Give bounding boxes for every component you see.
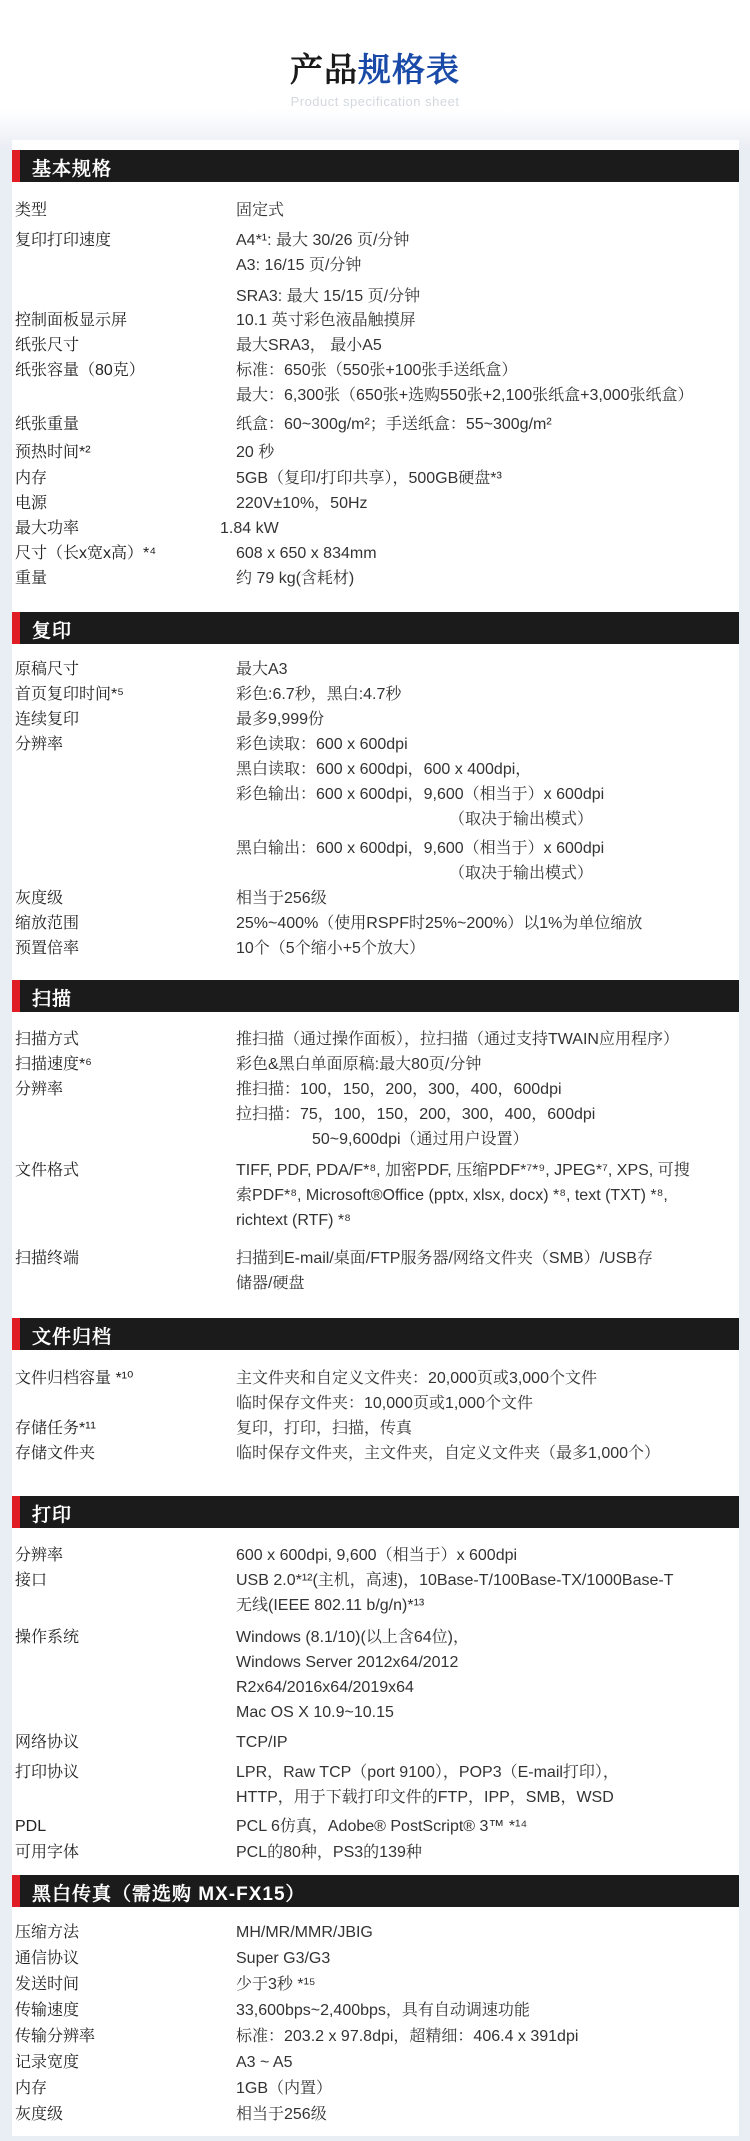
spec-value: 最多9,999份 <box>236 711 325 728</box>
spec-label: 文件格式 <box>15 1162 80 1179</box>
spec-label: 存储任务*¹¹ <box>15 1420 96 1437</box>
spec-value: 复印，打印，扫描，传真 <box>236 1420 413 1437</box>
spec-card <box>12 140 739 2136</box>
spec-label: 控制面板显示屏 <box>15 312 128 329</box>
spec-value: 固定式 <box>236 202 285 219</box>
page-subtitle: Product specification sheet <box>290 94 460 109</box>
spec-value: 彩色读取：600 x 600dpi 黑白读取：600 x 600dpi，600 x 400dpi， 彩色输出：600 x 600dpi，9,600（相当于）x 600dpi （取决于输出模式） 黑白输出：600 x 600dpi，9,600（相当于）x 600dpi （取决于输出模式） <box>236 736 605 882</box>
spec-label: 通信协议 <box>15 1950 80 1967</box>
spec-value: USB 2.0*¹²(主机，高速)，10Base-T/100Base-TX/1000Base-T 无线(IEEE 802.11 b/g/n)*¹³ <box>236 1572 674 1614</box>
section-title: 打印 <box>32 1505 73 1526</box>
title-part-1: 产品 <box>290 51 358 88</box>
spec-label: 灰度级 <box>15 2106 64 2123</box>
spec-label: 连续复印 <box>15 711 80 728</box>
page-title <box>0 44 750 91</box>
spec-value: 608 x 650 x 834mm <box>236 545 377 562</box>
spec-label: 分辨率 <box>15 1081 64 1098</box>
section-header-fax <box>12 1875 739 1907</box>
spec-label: 尺寸（长x宽x高）*⁴ <box>15 545 157 562</box>
spec-value: 1GB（内置） <box>236 2080 333 2097</box>
spec-value: 最大SRA3， 最小A5 <box>236 337 382 354</box>
spec-value: 推扫描：100，150，200，300，400，600dpi 拉扫描：75，100，150，200，300，400，600dpi 50~9,600dpi（通过用户设置） <box>236 1081 596 1148</box>
spec-value: 最大A3 <box>236 661 288 678</box>
spec-label: 传输分辨率 <box>15 2028 96 2045</box>
spec-value: 彩色&黑白单面原稿:最大80页/分钟 <box>236 1056 482 1073</box>
spec-value: 临时保存文件夹，主文件夹，自定义文件夹（最多1,000个） <box>236 1445 661 1462</box>
spec-label: 复印打印速度 <box>15 232 112 249</box>
spec-value: MH/MR/MMR/JBIG <box>236 1924 373 1941</box>
spec-label: 首页复印时间*⁵ <box>15 686 124 703</box>
title-part-2: 规格表 <box>358 51 460 88</box>
spec-value: Windows (8.1/10)(以上含64位)， Windows Server 2012x64/2012 R2x64/2016x64/2019x64 Mac OS X 10.9~10.15 <box>236 1629 469 1721</box>
spec-label: 电源 <box>15 495 48 512</box>
spec-value: 主文件夹和自定义文件夹：20,000页或3,000个文件 临时保存文件夹：10,000页或1,000个文件 <box>236 1370 597 1412</box>
spec-label: 内存 <box>15 2080 48 2097</box>
spec-label: 网络协议 <box>15 1734 80 1751</box>
spec-label: 打印协议 <box>15 1764 80 1781</box>
spec-value: LPR，Raw TCP（port 9100），POP3（E-mail打印）， HTTP，用于下载打印文件的FTP，IPP，SMB，WSD <box>236 1764 619 1806</box>
spec-value: 相当于256级 <box>236 2106 327 2123</box>
spec-value: 相当于256级 <box>236 890 327 907</box>
spec-label: 文件归档容量 *¹⁰ <box>15 1370 134 1387</box>
spec-label: 重量 <box>15 570 48 587</box>
spec-value: 标准：203.2 x 97.8dpi，超精细：406.4 x 391dpi <box>236 2028 579 2045</box>
spec-label: 操作系统 <box>15 1629 80 1646</box>
spec-label: 缩放范围 <box>15 915 80 932</box>
spec-value: 1.84 kW <box>220 520 279 537</box>
spec-label: 传输速度 <box>15 2002 80 2019</box>
spec-label: 扫描速度*⁶ <box>15 1056 92 1073</box>
section-title: 黑白传真（需选购 MX-FX15） <box>32 1884 306 1905</box>
spec-label: 内存 <box>15 470 48 487</box>
spec-value: 10个（5个缩小+5个放大） <box>236 940 425 957</box>
section-title: 复印 <box>32 621 73 642</box>
spec-value: 扫描到E-mail/桌面/FTP服务器/网络文件夹（SMB）/USB存 储器/硬盘 <box>236 1250 653 1292</box>
spec-value: 25%~400%（使用RSPF时25%~200%）以1%为单位缩放 <box>236 915 643 932</box>
spec-value: 标准：650张（550张+100张手送纸盒） 最大：6,300张（650张+选购550张+2,100张纸盒+3,000张纸盒） <box>236 362 694 404</box>
spec-value: 彩色:6.7秒，黑白:4.7秒 <box>236 686 402 703</box>
spec-value: 10.1 英寸彩色液晶触摸屏 <box>236 312 416 329</box>
section-header-scan <box>12 980 739 1012</box>
spec-label: 纸张尺寸 <box>15 337 80 354</box>
section-title: 扫描 <box>32 989 73 1010</box>
spec-label: 原稿尺寸 <box>15 661 80 678</box>
spec-label: PDL <box>15 1818 47 1835</box>
spec-label: 压缩方法 <box>15 1924 80 1941</box>
spec-label: 发送时间 <box>15 1976 80 1993</box>
spec-value: 约 79 kg(含耗材) <box>236 570 355 587</box>
section-title: 文件归档 <box>32 1327 113 1348</box>
spec-value: A4*¹: 最大 30/26 页/分钟 A3: 16/15 页/分钟 SRA3: 最大 15/15 页/分钟 <box>236 232 421 305</box>
spec-label: 存储文件夹 <box>15 1445 96 1462</box>
spec-value: A3 ~ A5 <box>236 2054 293 2071</box>
spec-value: PCL 6仿真，Adobe® PostScript® 3™ *¹⁴ <box>236 1818 528 1835</box>
section-title: 基本规格 <box>32 159 113 180</box>
spec-value: 20 秒 <box>236 444 275 461</box>
page-header <box>0 0 750 140</box>
spec-label: 纸张容量（80克） <box>15 362 145 379</box>
spec-value: 推扫描（通过操作面板），拉扫描（通过支持TWAIN应用程序） <box>236 1031 679 1048</box>
spec-label: 分辨率 <box>15 1547 64 1564</box>
spec-label: 记录宽度 <box>15 2054 80 2071</box>
spec-value: PCL的80种，PS3的139种 <box>236 1844 422 1861</box>
spec-label: 纸张重量 <box>15 416 80 433</box>
spec-label: 扫描终端 <box>15 1250 80 1267</box>
spec-value: 220V±10%，50Hz <box>236 495 368 512</box>
spec-value: TCP/IP <box>236 1734 288 1751</box>
spec-value: Super G3/G3 <box>236 1950 331 1967</box>
section-header-copy <box>12 612 739 644</box>
spec-label: 预置倍率 <box>15 940 80 957</box>
spec-label: 分辨率 <box>15 736 64 753</box>
spec-label: 最大功率 <box>15 520 80 537</box>
spec-label: 可用字体 <box>15 1844 80 1861</box>
section-header-basic <box>12 150 739 182</box>
section-header-filing <box>12 1318 739 1350</box>
spec-label: 扫描方式 <box>15 1031 80 1048</box>
spec-value: 33,600bps~2,400bps，具有自动调速功能 <box>236 2002 530 2019</box>
section-header-print <box>12 1496 739 1528</box>
spec-value: 5GB（复印/打印共享），500GB硬盘*³ <box>236 470 502 487</box>
spec-label: 预热时间*² <box>15 444 91 461</box>
spec-value: 纸盒：60~300g/m²；手送纸盒：55~300g/m² <box>236 416 552 433</box>
spec-value: TIFF, PDF, PDA/F*⁸, 加密PDF, 压缩PDF*⁷*⁹, JPEG*⁷, XPS, 可搜 索PDF*⁸, Microsoft®Office (pptx, xlsx, docx) *⁸, text (TXT) *⁸, richtext (RTF) *⁸ <box>236 1162 690 1229</box>
spec-value: 少于3秒 *¹⁵ <box>236 1976 316 1993</box>
spec-label: 接口 <box>15 1572 48 1589</box>
spec-label: 类型 <box>15 202 48 219</box>
spec-label: 灰度级 <box>15 890 64 907</box>
spec-value: 600 x 600dpi, 9,600（相当于）x 600dpi <box>236 1547 518 1564</box>
